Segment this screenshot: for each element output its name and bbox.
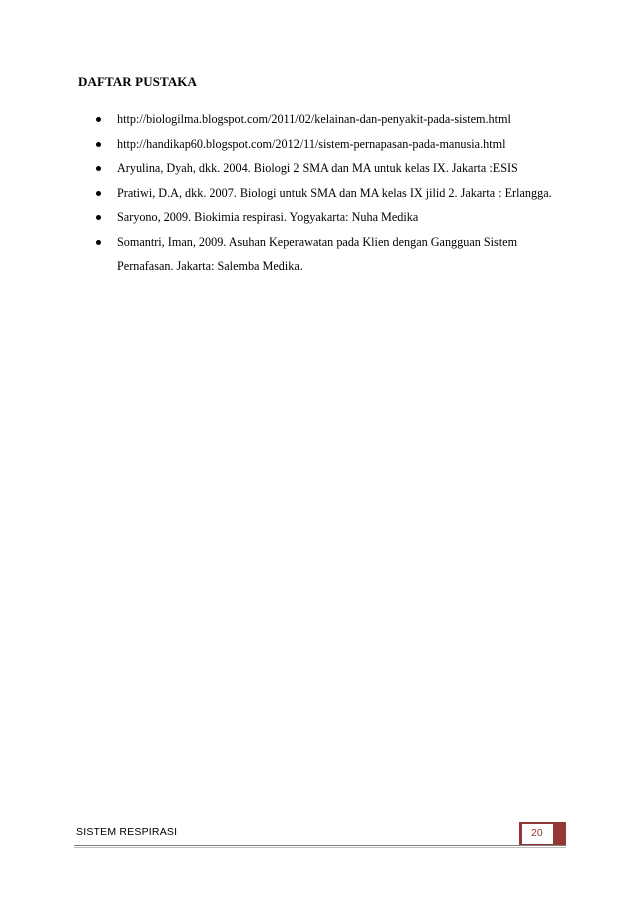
bullet-icon <box>96 240 101 245</box>
bullet-icon <box>96 166 101 171</box>
reference-list <box>96 107 556 279</box>
bullet-icon <box>96 117 101 122</box>
reference-text: Pratiwi, D.A, dkk. 2007. Biologi untuk SMA dan MA kelas IX jilid 2. Jakarta : Erlangga. <box>117 185 552 200</box>
reference-text: http://handikap60.blogspot.com/2012/11/sistem-pernapasan-pada-manusia.html <box>117 136 506 151</box>
reference-item <box>96 156 556 181</box>
reference-text: Somantri, Iman, 2009. Asuhan Keperawatan pada Klien dengan Gangguan Sistem Pernafasan. Jakarta: Salemba Medika. <box>117 234 518 273</box>
page-number-inner <box>522 824 553 844</box>
reference-text: Saryono, 2009. Biokimia respirasi. Yogyakarta: Nuha Medika <box>117 210 419 224</box>
reference-item <box>96 181 556 206</box>
page-number-box <box>519 822 566 846</box>
reference-item <box>96 107 556 132</box>
page-number: 20 <box>531 827 543 839</box>
bullet-icon <box>96 191 101 196</box>
reference-text: Aryulina, Dyah, dkk. 2004. Biologi 2 SMA dan MA untuk kelas IX. Jakarta :ESIS <box>117 161 518 175</box>
footer-divider <box>74 845 566 846</box>
page-footer <box>74 822 566 846</box>
reference-text: http://biologilma.blogspot.com/2011/02/kelainan-dan-penyakit-pada-sistem.html <box>117 112 511 126</box>
reference-item <box>96 205 556 230</box>
reference-item <box>96 230 556 279</box>
reference-item <box>96 132 556 157</box>
bullet-icon <box>96 215 101 220</box>
footer-divider-shadow <box>74 847 566 848</box>
section-heading: DAFTAR PUSTAKA <box>78 74 198 89</box>
bullet-icon <box>96 142 101 147</box>
footer-title: SISTEM RESPIRASI <box>76 826 178 838</box>
